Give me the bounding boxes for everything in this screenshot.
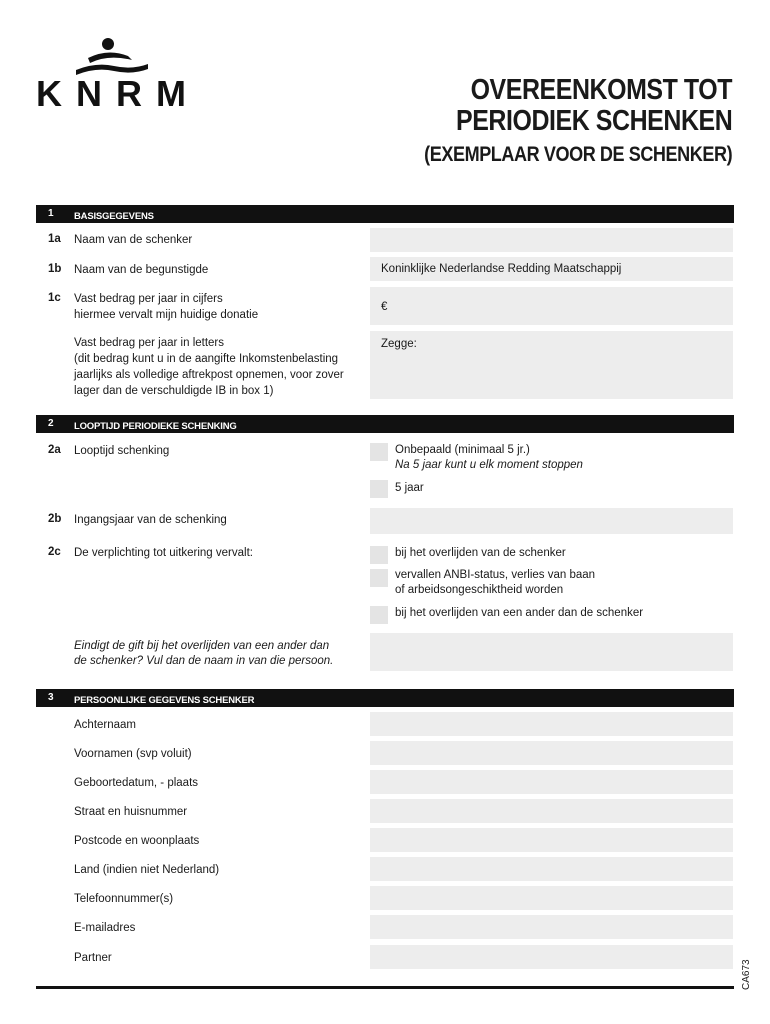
label-bedrag-letters-note1: (dit bedrag kunt u in de aangifte Inkomstenbelasting [74, 353, 339, 365]
label-bedrag-letters-note2: jaarlijks als volledige aftrekpost opnemen, voor zover [74, 369, 344, 381]
label-land: Land (indien niet Nederland) [74, 864, 220, 876]
label-achternaam: Achternaam [74, 719, 137, 731]
checkbox-anbi-status[interactable] [370, 569, 388, 587]
field-code-2a: 2a [48, 444, 61, 456]
input-postcode[interactable] [370, 828, 733, 852]
form-reference-code: CA673 [741, 959, 752, 990]
section-title: PERSOONLIJKE GEGEVENS SCHENKER [74, 694, 255, 706]
input-ingangsjaar[interactable] [370, 508, 733, 534]
label-naam-schenker: Naam van de schenker [74, 234, 193, 246]
section-number: 3 [48, 692, 54, 703]
form-title-line2: PERIODIEK SCHENKEN [455, 105, 732, 137]
option-overlijden-ander: bij het overlijden van een ander dan de schenker [395, 607, 644, 619]
section-header-basisgegevens [36, 205, 734, 223]
input-achternaam[interactable] [370, 712, 733, 736]
input-naam-schenker[interactable] [370, 228, 733, 252]
value-begunstigde: Koninklijke Nederlandse Redding Maatschappij [381, 263, 622, 275]
input-land[interactable] [370, 857, 733, 881]
field-code-2b: 2b [48, 513, 62, 525]
section-title: LOOPTIJD PERIODIEKE SCHENKING [74, 420, 237, 432]
input-voornamen[interactable] [370, 741, 733, 765]
knrm-logo [36, 36, 200, 114]
label-verplichting: De verplichting tot uitkering vervalt: [74, 547, 253, 559]
label-voornamen: Voornamen (svp voluit) [74, 748, 192, 760]
section-header-looptijd [36, 415, 734, 433]
euro-sign: € [381, 301, 388, 313]
zegge-label: Zegge: [381, 338, 417, 350]
label-bedrag-letters: Vast bedrag per jaar in letters [74, 337, 225, 349]
section-title: BASISGEGEVENS [74, 210, 154, 222]
label-straat: Straat en huisnummer [74, 806, 188, 818]
checkbox-5-jaar[interactable] [370, 480, 388, 498]
label-naam-ander-2: de schenker? Vul dan de naam in van die persoon. [74, 655, 334, 667]
option-overlijden-schenker: bij het overlijden van de schenker [395, 547, 566, 559]
label-geboortedatum: Geboortedatum, - plaats [74, 777, 199, 789]
input-straat[interactable] [370, 799, 733, 823]
checkbox-overlijden-ander[interactable] [370, 606, 388, 624]
label-postcode: Postcode en woonplaats [74, 835, 200, 847]
section-number: 2 [48, 418, 54, 429]
form-subtitle: (EXEMPLAAR VOOR DE SCHENKER) [423, 143, 732, 166]
label-email: E-mailadres [74, 922, 136, 934]
input-bedrag-letters[interactable] [370, 331, 733, 399]
input-email[interactable] [370, 915, 733, 939]
label-bedrag-cijfers-note: hiermee vervalt mijn huidige donatie [74, 309, 259, 321]
section-number: 1 [48, 208, 54, 219]
label-looptijd: Looptijd schenking [74, 445, 170, 457]
option-anbi-status: vervallen ANBI-status, verlies van baan [395, 569, 596, 581]
form-title-line1: OVEREENKOMST TOT [470, 74, 732, 106]
label-naam-ander-1: Eindigt de gift bij het overlijden van een ander dan [74, 640, 330, 652]
input-naam-ander[interactable] [370, 633, 733, 671]
field-code-1a: 1a [48, 233, 61, 245]
field-code-1c: 1c [48, 292, 61, 304]
input-geboortedatum[interactable] [370, 770, 733, 794]
option-anbi-status-2: of arbeidsongeschiktheid worden [395, 584, 564, 596]
label-telefoon: Telefoonnummer(s) [74, 893, 174, 905]
label-partner: Partner [74, 952, 112, 964]
label-ingangsjaar: Ingangsjaar van de schenking [74, 514, 227, 526]
option-5-jaar: 5 jaar [395, 482, 424, 494]
option-onbepaald-note: Na 5 jaar kunt u elk moment stoppen [395, 459, 583, 471]
checkbox-onbepaald[interactable] [370, 443, 388, 461]
bottom-rule [36, 986, 734, 989]
logo-wordmark: KNRM [36, 73, 200, 114]
input-telefoon[interactable] [370, 886, 733, 910]
label-bedrag-cijfers: Vast bedrag per jaar in cijfers [74, 293, 223, 305]
input-partner[interactable] [370, 945, 733, 969]
label-bedrag-letters-note3: lager dan de verschuldigde IB in box 1) [74, 385, 274, 397]
section-header-persoonlijke-gegevens [36, 689, 734, 707]
field-code-2c: 2c [48, 546, 61, 558]
label-naam-begunstigde: Naam van de begunstigde [74, 264, 209, 276]
input-naam-begunstigde[interactable] [370, 257, 733, 281]
option-onbepaald: Onbepaald (minimaal 5 jr.) [395, 444, 530, 456]
input-bedrag-cijfers[interactable] [370, 287, 733, 325]
field-code-1b: 1b [48, 263, 62, 275]
checkbox-overlijden-schenker[interactable] [370, 546, 388, 564]
